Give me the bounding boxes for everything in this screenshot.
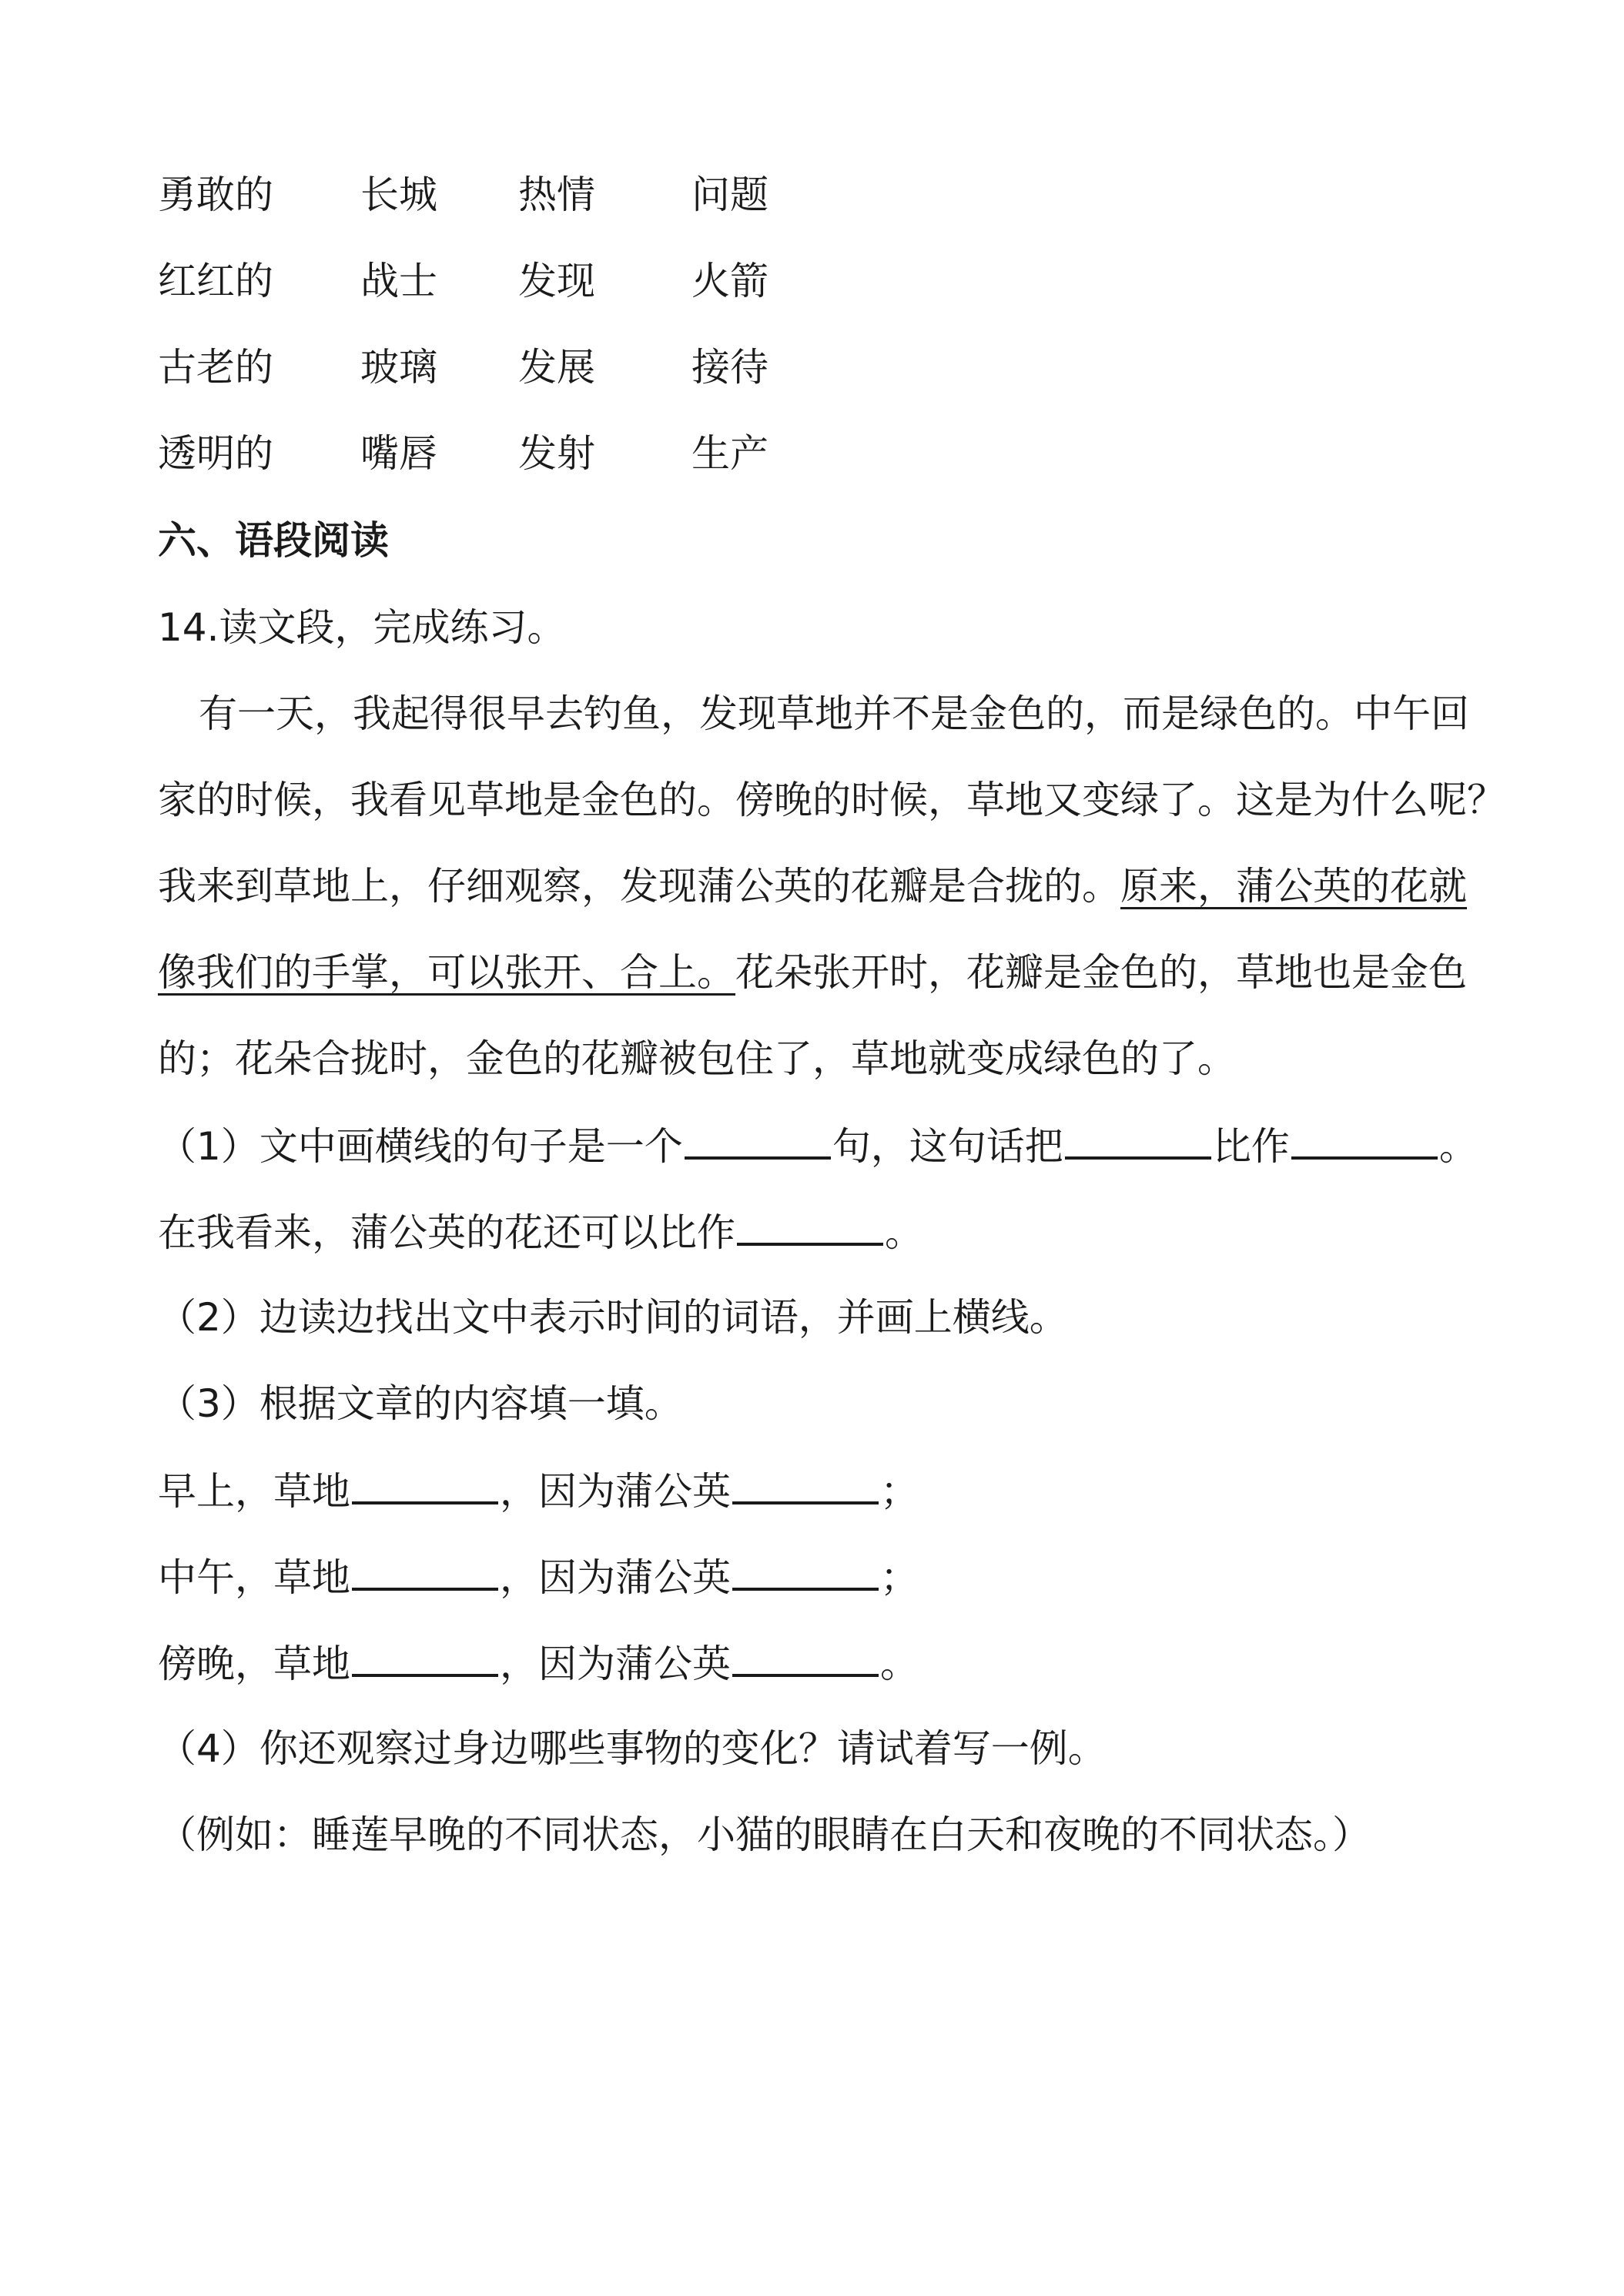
fill-row <box>158 1469 919 1514</box>
question-text: ，因为蒲公英 <box>500 1642 731 1686</box>
passage-line <box>158 864 1467 909</box>
question-text: 。 <box>880 1642 919 1686</box>
question-text: （1）文中画横线的句子是一个 <box>158 1124 683 1169</box>
question-text: ； <box>880 1469 919 1514</box>
section-heading: 六、语段阅读 <box>158 518 389 563</box>
answer-blank[interactable] <box>352 1471 498 1504</box>
word-cell: 玻璃 <box>360 345 437 390</box>
passage-text: 花朵张开时，花瓣是金色的，草地也是金色 <box>735 950 1467 995</box>
answer-blank[interactable] <box>1065 1126 1211 1160</box>
answer-blank[interactable] <box>685 1126 831 1160</box>
passage-line: 有一天，我起得很早去钓鱼，发现草地并不是金色的，而是绿色的。中午回 <box>199 691 1469 736</box>
answer-blank[interactable] <box>732 1557 879 1591</box>
question-text: 傍晚，草地 <box>158 1642 350 1686</box>
word-cell: 透明的 <box>158 431 273 476</box>
word-cell: 发展 <box>518 345 595 390</box>
word-cell: 勇敢的 <box>158 172 273 217</box>
answer-blank[interactable] <box>1291 1126 1438 1160</box>
question-text: 在我看来，蒲公英的花还可以比作 <box>158 1210 735 1255</box>
word-cell: 嘴唇 <box>360 431 437 476</box>
word-cell: 红红的 <box>158 259 273 303</box>
word-cell: 古老的 <box>158 345 273 390</box>
word-cell: 火箭 <box>691 259 768 303</box>
question-text: 。 <box>885 1210 923 1255</box>
word-cell: 发现 <box>518 259 595 303</box>
answer-blank[interactable] <box>352 1643 498 1677</box>
underlined-sentence: 像我们的手掌，可以张开、合上。 <box>158 950 735 995</box>
word-row <box>0 172 1624 222</box>
question-text: ； <box>880 1555 919 1600</box>
question-text: 。 <box>1438 1124 1478 1169</box>
word-row <box>0 259 1624 308</box>
fill-row <box>158 1555 919 1600</box>
question-text: 中午，草地 <box>158 1555 350 1600</box>
question-text: 句，这句话把 <box>832 1124 1063 1169</box>
word-cell: 发射 <box>518 431 595 476</box>
question-text: ，因为蒲公英 <box>500 1555 731 1600</box>
question-title: 14.读文段，完成练习。 <box>158 605 566 650</box>
question-text: ，因为蒲公英 <box>500 1469 731 1514</box>
answer-blank[interactable] <box>352 1557 498 1591</box>
question-2: （2）边读边找出文中表示时间的词语，并画上横线。 <box>158 1295 1068 1340</box>
passage-line: 家的时候，我看见草地是金色的。傍晚的时候，草地又变绿了。这是为什么呢？ <box>158 778 1505 822</box>
word-cell: 接待 <box>691 345 768 390</box>
passage-line: 的；花朵合拢时，金色的花瓣被包住了，草地就变成绿色的了。 <box>158 1036 1236 1081</box>
question-4-example: （例如：睡莲早晚的不同状态，小猫的眼睛在白天和夜晚的不同状态。） <box>158 1812 1371 1857</box>
question-3-title: （3）根据文章的内容填一填。 <box>158 1381 683 1426</box>
question-4-title: （4）你还观察过身边哪些事物的变化？请试着写一例。 <box>158 1726 1107 1771</box>
underlined-sentence: 原来，蒲公英的花就 <box>1120 864 1467 909</box>
answer-blank[interactable] <box>732 1471 879 1504</box>
word-row <box>0 345 1624 394</box>
word-cell: 战士 <box>360 259 437 303</box>
question-text: 比作 <box>1212 1124 1290 1169</box>
word-cell: 问题 <box>691 172 768 217</box>
question-1-cont <box>158 1210 923 1255</box>
question-1 <box>158 1124 1478 1169</box>
passage-line <box>158 950 1467 995</box>
fill-row <box>158 1642 919 1686</box>
answer-blank[interactable] <box>732 1643 879 1677</box>
question-text: 早上，草地 <box>158 1469 350 1514</box>
answer-blank[interactable] <box>737 1212 883 1246</box>
word-cell: 长城 <box>360 172 437 217</box>
passage-text: 我来到草地上，仔细观察，发现蒲公英的花瓣是合拢的。 <box>158 864 1120 909</box>
word-cell: 热情 <box>518 172 595 217</box>
word-cell: 生产 <box>691 431 768 476</box>
word-row <box>0 431 1624 480</box>
